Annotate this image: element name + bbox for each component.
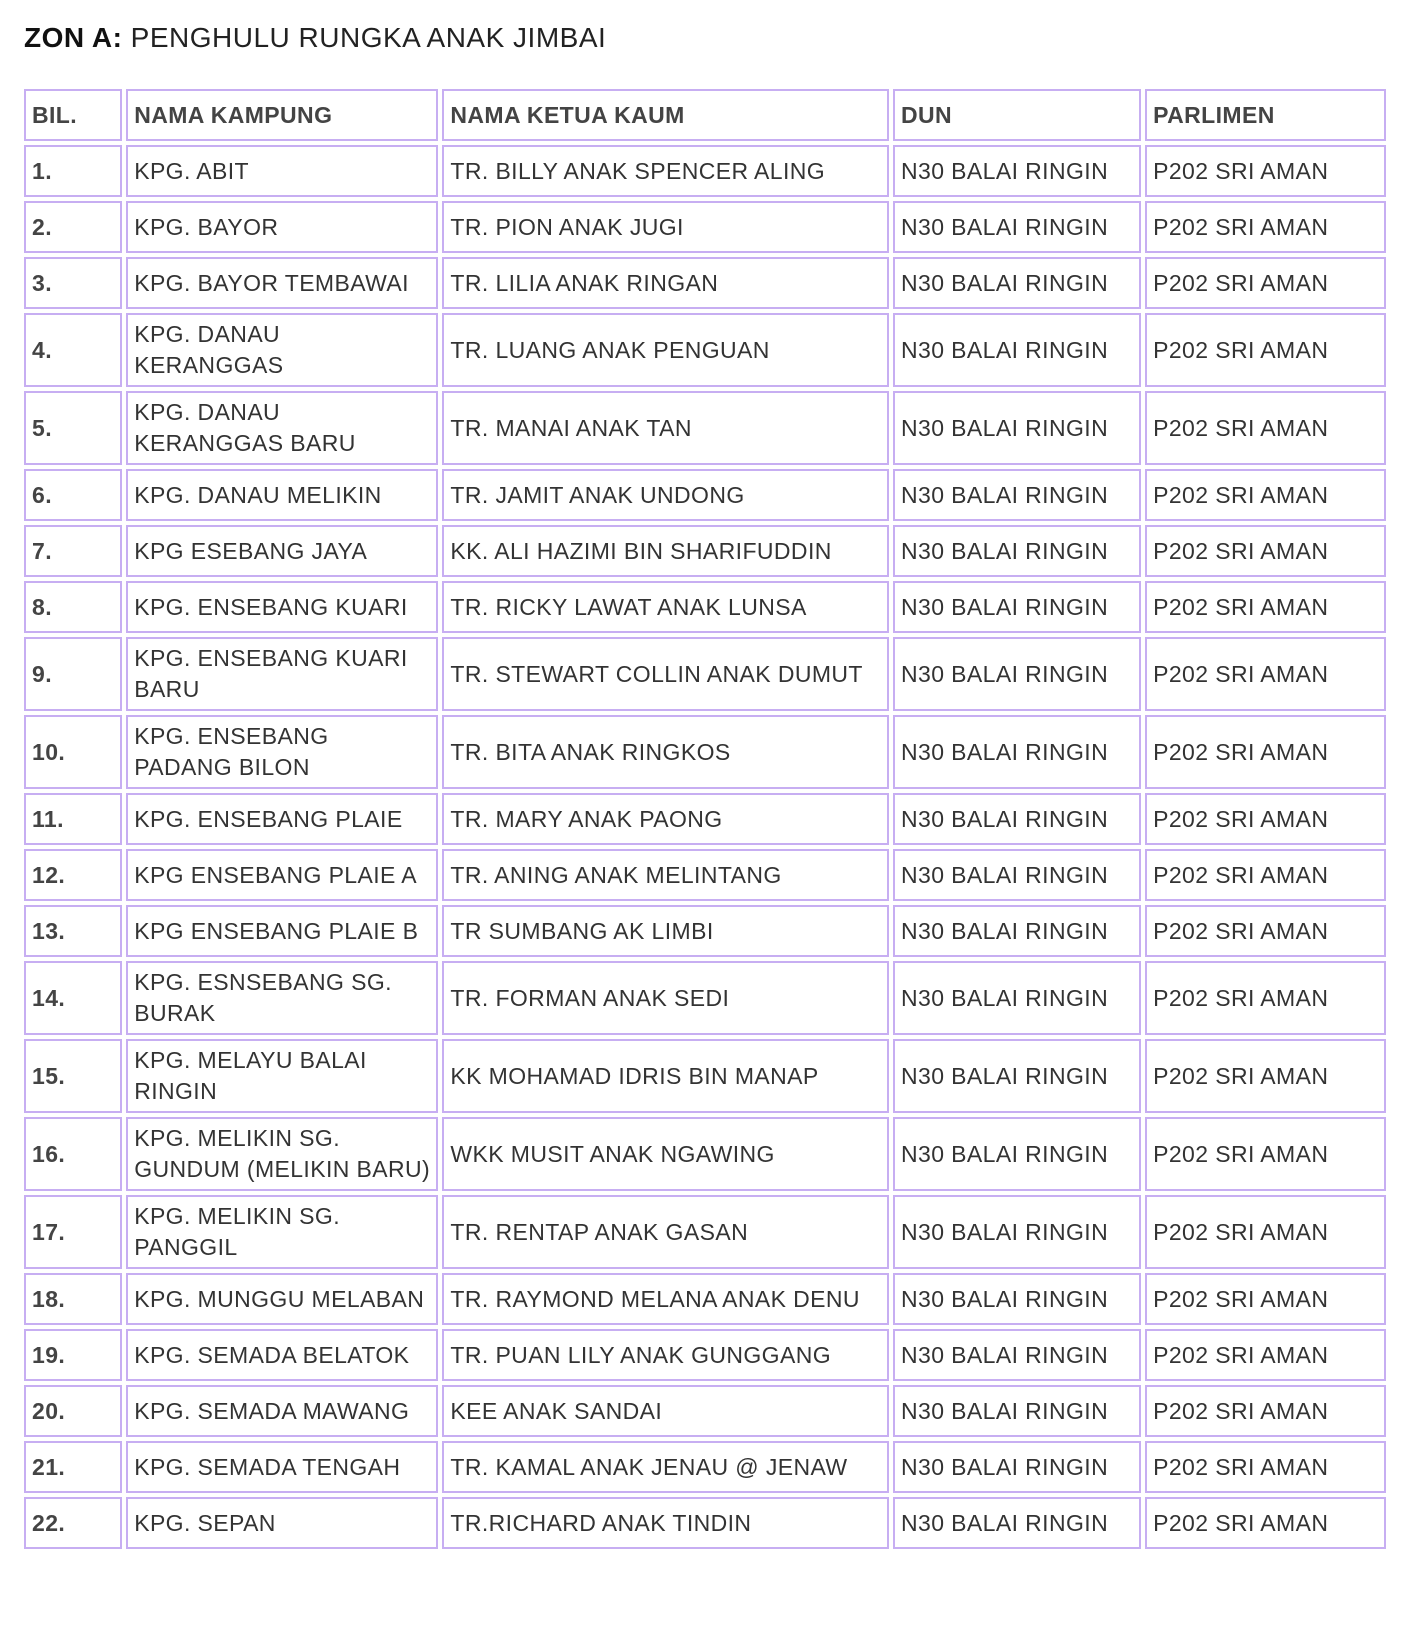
cell-parlimen: P202 SRI AMAN	[1145, 961, 1386, 1035]
cell-dun: N30 BALAI RINGIN	[893, 715, 1141, 789]
table-row	[24, 715, 1386, 789]
cell-parlimen: P202 SRI AMAN	[1145, 1385, 1386, 1437]
cell-bil: 22.	[24, 1497, 122, 1549]
cell-nama-ketua-kaum: TR. BILLY ANAK SPENCER ALING	[442, 145, 889, 197]
cell-bil: 6.	[24, 469, 122, 521]
cell-nama-ketua-kaum: TR. MARY ANAK PAONG	[442, 793, 889, 845]
cell-nama-kampung: KPG ENSEBANG PLAIE B	[126, 905, 438, 957]
cell-nama-ketua-kaum: TR. RICKY LAWAT ANAK LUNSA	[442, 581, 889, 633]
header-dun: DUN	[893, 89, 1141, 141]
cell-parlimen: P202 SRI AMAN	[1145, 145, 1386, 197]
cell-parlimen: P202 SRI AMAN	[1145, 391, 1386, 465]
cell-dun: N30 BALAI RINGIN	[893, 1329, 1141, 1381]
table-row	[24, 1441, 1386, 1493]
village-head-table	[20, 85, 1390, 1553]
cell-nama-ketua-kaum: KK MOHAMAD IDRIS BIN MANAP	[442, 1039, 889, 1113]
cell-bil: 4.	[24, 313, 122, 387]
cell-parlimen: P202 SRI AMAN	[1145, 201, 1386, 253]
cell-bil: 10.	[24, 715, 122, 789]
table-row	[24, 905, 1386, 957]
cell-bil: 14.	[24, 961, 122, 1035]
cell-nama-ketua-kaum: TR SUMBANG AK LIMBI	[442, 905, 889, 957]
cell-nama-kampung: KPG. DANAU KERANGGAS BARU	[126, 391, 438, 465]
cell-dun: N30 BALAI RINGIN	[893, 1195, 1141, 1269]
zone-label: ZON A:	[24, 22, 123, 53]
cell-nama-ketua-kaum: KEE ANAK SANDAI	[442, 1385, 889, 1437]
zone-title	[24, 22, 606, 54]
table-row	[24, 637, 1386, 711]
table-header-row	[24, 89, 1386, 141]
cell-bil: 2.	[24, 201, 122, 253]
cell-bil: 3.	[24, 257, 122, 309]
cell-nama-kampung: KPG. ENSEBANG KUARI BARU	[126, 637, 438, 711]
cell-nama-kampung: KPG. SEMADA TENGAH	[126, 1441, 438, 1493]
cell-parlimen: P202 SRI AMAN	[1145, 257, 1386, 309]
cell-dun: N30 BALAI RINGIN	[893, 849, 1141, 901]
cell-dun: N30 BALAI RINGIN	[893, 469, 1141, 521]
table-row	[24, 469, 1386, 521]
cell-nama-ketua-kaum: TR. PION ANAK JUGI	[442, 201, 889, 253]
cell-bil: 9.	[24, 637, 122, 711]
cell-dun: N30 BALAI RINGIN	[893, 1441, 1141, 1493]
cell-dun: N30 BALAI RINGIN	[893, 391, 1141, 465]
cell-dun: N30 BALAI RINGIN	[893, 1039, 1141, 1113]
cell-nama-ketua-kaum: TR. STEWART COLLIN ANAK DUMUT	[442, 637, 889, 711]
table-row	[24, 1195, 1386, 1269]
table-row	[24, 793, 1386, 845]
cell-dun: N30 BALAI RINGIN	[893, 1385, 1141, 1437]
table-row	[24, 1117, 1386, 1191]
cell-nama-ketua-kaum: TR. FORMAN ANAK SEDI	[442, 961, 889, 1035]
cell-parlimen: P202 SRI AMAN	[1145, 525, 1386, 577]
cell-parlimen: P202 SRI AMAN	[1145, 1497, 1386, 1549]
cell-nama-kampung: KPG. BAYOR	[126, 201, 438, 253]
cell-nama-ketua-kaum: TR. MANAI ANAK TAN	[442, 391, 889, 465]
cell-nama-kampung: KPG. ENSEBANG PLAIE	[126, 793, 438, 845]
table-row	[24, 201, 1386, 253]
cell-dun: N30 BALAI RINGIN	[893, 637, 1141, 711]
cell-bil: 11.	[24, 793, 122, 845]
cell-nama-ketua-kaum: TR. LUANG ANAK PENGUAN	[442, 313, 889, 387]
header-nama-ketua-kaum: NAMA KETUA KAUM	[442, 89, 889, 141]
header-bil: BIL.	[24, 89, 122, 141]
cell-dun: N30 BALAI RINGIN	[893, 1497, 1141, 1549]
table-row	[24, 1385, 1386, 1437]
zone-name: PENGHULU RUNGKA ANAK JIMBAI	[130, 22, 607, 53]
cell-parlimen: P202 SRI AMAN	[1145, 637, 1386, 711]
cell-bil: 17.	[24, 1195, 122, 1269]
cell-nama-kampung: KPG. ESNSEBANG SG. BURAK	[126, 961, 438, 1035]
cell-bil: 12.	[24, 849, 122, 901]
cell-nama-kampung: KPG. MELAYU BALAI RINGIN	[126, 1039, 438, 1113]
cell-bil: 1.	[24, 145, 122, 197]
cell-parlimen: P202 SRI AMAN	[1145, 1441, 1386, 1493]
cell-nama-ketua-kaum: TR. BITA ANAK RINGKOS	[442, 715, 889, 789]
cell-nama-kampung: KPG ESEBANG JAYA	[126, 525, 438, 577]
table-row	[24, 961, 1386, 1035]
cell-bil: 15.	[24, 1039, 122, 1113]
cell-dun: N30 BALAI RINGIN	[893, 257, 1141, 309]
table-row	[24, 257, 1386, 309]
cell-parlimen: P202 SRI AMAN	[1145, 793, 1386, 845]
cell-parlimen: P202 SRI AMAN	[1145, 849, 1386, 901]
cell-nama-ketua-kaum: TR. KAMAL ANAK JENAU @ JENAW	[442, 1441, 889, 1493]
cell-dun: N30 BALAI RINGIN	[893, 793, 1141, 845]
cell-nama-kampung: KPG ENSEBANG PLAIE A	[126, 849, 438, 901]
cell-dun: N30 BALAI RINGIN	[893, 581, 1141, 633]
cell-parlimen: P202 SRI AMAN	[1145, 905, 1386, 957]
cell-nama-kampung: KPG. MELIKIN SG. GUNDUM (MELIKIN BARU)	[126, 1117, 438, 1191]
cell-nama-ketua-kaum: TR. RAYMOND MELANA ANAK DENU	[442, 1273, 889, 1325]
table-row	[24, 391, 1386, 465]
table-row	[24, 581, 1386, 633]
cell-nama-kampung: KPG. ENSEBANG PADANG BILON	[126, 715, 438, 789]
cell-parlimen: P202 SRI AMAN	[1145, 313, 1386, 387]
cell-bil: 18.	[24, 1273, 122, 1325]
cell-dun: N30 BALAI RINGIN	[893, 313, 1141, 387]
cell-dun: N30 BALAI RINGIN	[893, 145, 1141, 197]
cell-nama-kampung: KPG. SEMADA MAWANG	[126, 1385, 438, 1437]
table-row	[24, 849, 1386, 901]
table-row	[24, 1497, 1386, 1549]
cell-nama-kampung: KPG. ENSEBANG KUARI	[126, 581, 438, 633]
cell-dun: N30 BALAI RINGIN	[893, 905, 1141, 957]
cell-bil: 5.	[24, 391, 122, 465]
cell-bil: 20.	[24, 1385, 122, 1437]
cell-parlimen: P202 SRI AMAN	[1145, 1039, 1386, 1113]
table-row	[24, 525, 1386, 577]
table-row	[24, 145, 1386, 197]
cell-dun: N30 BALAI RINGIN	[893, 201, 1141, 253]
cell-bil: 19.	[24, 1329, 122, 1381]
cell-parlimen: P202 SRI AMAN	[1145, 1117, 1386, 1191]
cell-parlimen: P202 SRI AMAN	[1145, 715, 1386, 789]
cell-bil: 8.	[24, 581, 122, 633]
cell-nama-kampung: KPG. MUNGGU MELABAN	[126, 1273, 438, 1325]
cell-nama-kampung: KPG. SEPAN	[126, 1497, 438, 1549]
cell-nama-ketua-kaum: TR. RENTAP ANAK GASAN	[442, 1195, 889, 1269]
cell-parlimen: P202 SRI AMAN	[1145, 1195, 1386, 1269]
cell-parlimen: P202 SRI AMAN	[1145, 581, 1386, 633]
cell-nama-ketua-kaum: WKK MUSIT ANAK NGAWING	[442, 1117, 889, 1191]
cell-nama-ketua-kaum: TR. JAMIT ANAK UNDONG	[442, 469, 889, 521]
cell-nama-kampung: KPG. DANAU MELIKIN	[126, 469, 438, 521]
cell-nama-ketua-kaum: TR. LILIA ANAK RINGAN	[442, 257, 889, 309]
cell-dun: N30 BALAI RINGIN	[893, 1117, 1141, 1191]
table-row	[24, 1329, 1386, 1381]
cell-nama-ketua-kaum: TR. PUAN LILY ANAK GUNGGANG	[442, 1329, 889, 1381]
cell-bil: 21.	[24, 1441, 122, 1493]
cell-parlimen: P202 SRI AMAN	[1145, 469, 1386, 521]
cell-nama-ketua-kaum: TR. ANING ANAK MELINTANG	[442, 849, 889, 901]
cell-nama-ketua-kaum: TR.RICHARD ANAK TINDIN	[442, 1497, 889, 1549]
cell-bil: 16.	[24, 1117, 122, 1191]
cell-bil: 13.	[24, 905, 122, 957]
cell-parlimen: P202 SRI AMAN	[1145, 1273, 1386, 1325]
cell-nama-kampung: KPG. ABIT	[126, 145, 438, 197]
table-body	[24, 145, 1386, 1549]
cell-nama-kampung: KPG. BAYOR TEMBAWAI	[126, 257, 438, 309]
cell-nama-kampung: KPG. SEMADA BELATOK	[126, 1329, 438, 1381]
cell-dun: N30 BALAI RINGIN	[893, 1273, 1141, 1325]
cell-dun: N30 BALAI RINGIN	[893, 961, 1141, 1035]
cell-nama-ketua-kaum: KK. ALI HAZIMI BIN SHARIFUDDIN	[442, 525, 889, 577]
table-row	[24, 313, 1386, 387]
cell-dun: N30 BALAI RINGIN	[893, 525, 1141, 577]
header-nama-kampung: NAMA KAMPUNG	[126, 89, 438, 141]
cell-nama-kampung: KPG. MELIKIN SG. PANGGIL	[126, 1195, 438, 1269]
cell-bil: 7.	[24, 525, 122, 577]
table-row	[24, 1039, 1386, 1113]
header-parlimen: PARLIMEN	[1145, 89, 1386, 141]
cell-nama-kampung: KPG. DANAU KERANGGAS	[126, 313, 438, 387]
cell-parlimen: P202 SRI AMAN	[1145, 1329, 1386, 1381]
table-row	[24, 1273, 1386, 1325]
